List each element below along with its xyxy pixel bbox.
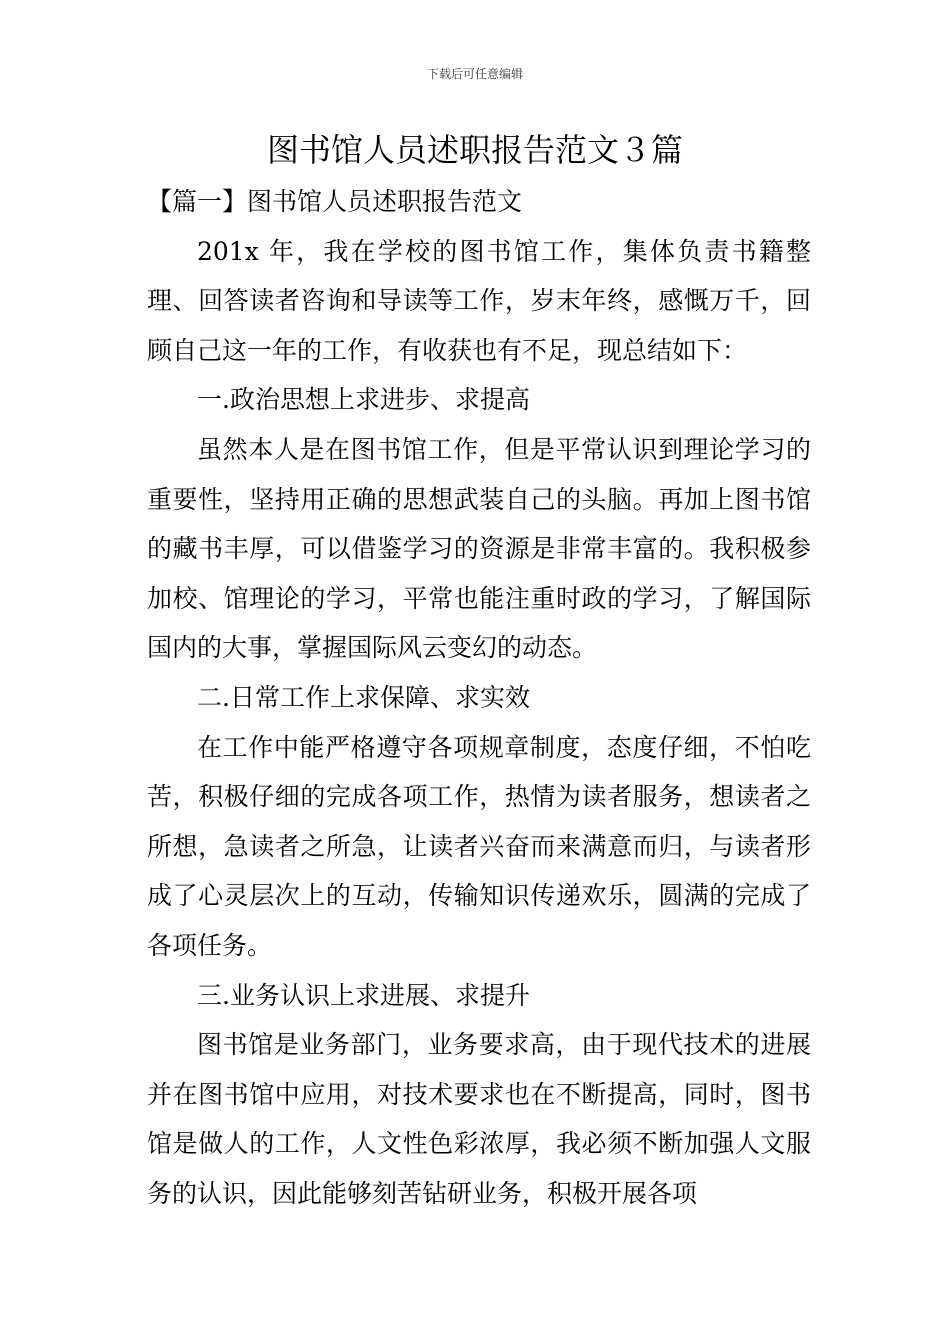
subheading-1: 一.政治思想上求进步、求提高 xyxy=(197,385,530,415)
paragraph-intro: 201x 年，我在学校的图书馆工作，集体负责书籍整理、回答读者咨询和导读等工作，岁末年终，感慨万千，回顾自己这一年的工作，有收获也有不足，现总结如下： xyxy=(147,236,811,365)
paragraph-3: 图书馆是业务部门，业务要求高，由于现代技术的进展并在图书馆中应用，对技术要求也在不断提高，同时，图书馆是做人的工作，人文性色彩浓厚，我必须不断加强人文服务的认识，因此能够刻苦钻研业务，积极开展各项 xyxy=(147,1030,811,1208)
paragraph-1: 虽然本人是在图书馆工作，但是平常认识到理论学习的重要性，坚持用正确的思想武装自己的头脑。再加上图书馆的藏书丰厚，可以借鉴学习的资源是非常丰富的。我积极参加校、馆理论的学习，平常也能注重时政的学习，了解国际国内的大事，掌握国际风云变幻的动态。 xyxy=(147,434,811,663)
subheading-2: 二.日常工作上求保障、求实效 xyxy=(197,682,530,712)
document-title: 图书馆人员述职报告范文３篇 xyxy=(266,131,683,169)
section-heading: 【篇一】图书馆人员述职报告范文 xyxy=(147,187,523,216)
paragraph-2: 在工作中能严格遵守各项规章制度，态度仔细，不怕吃苦，积极仔细的完成各项工作，热情为读者服务，想读者之所想，急读者之所急，让读者兴奋而来满意而归，与读者形成了心灵层次上的互动，传输知识传递欢乐，圆满的完成了各项任务。 xyxy=(147,732,811,960)
document-body xyxy=(147,177,811,1218)
header-note: 下载后可任意编辑 xyxy=(426,67,523,81)
subheading-3: 三.业务认识上求进展、求提升 xyxy=(197,980,530,1010)
